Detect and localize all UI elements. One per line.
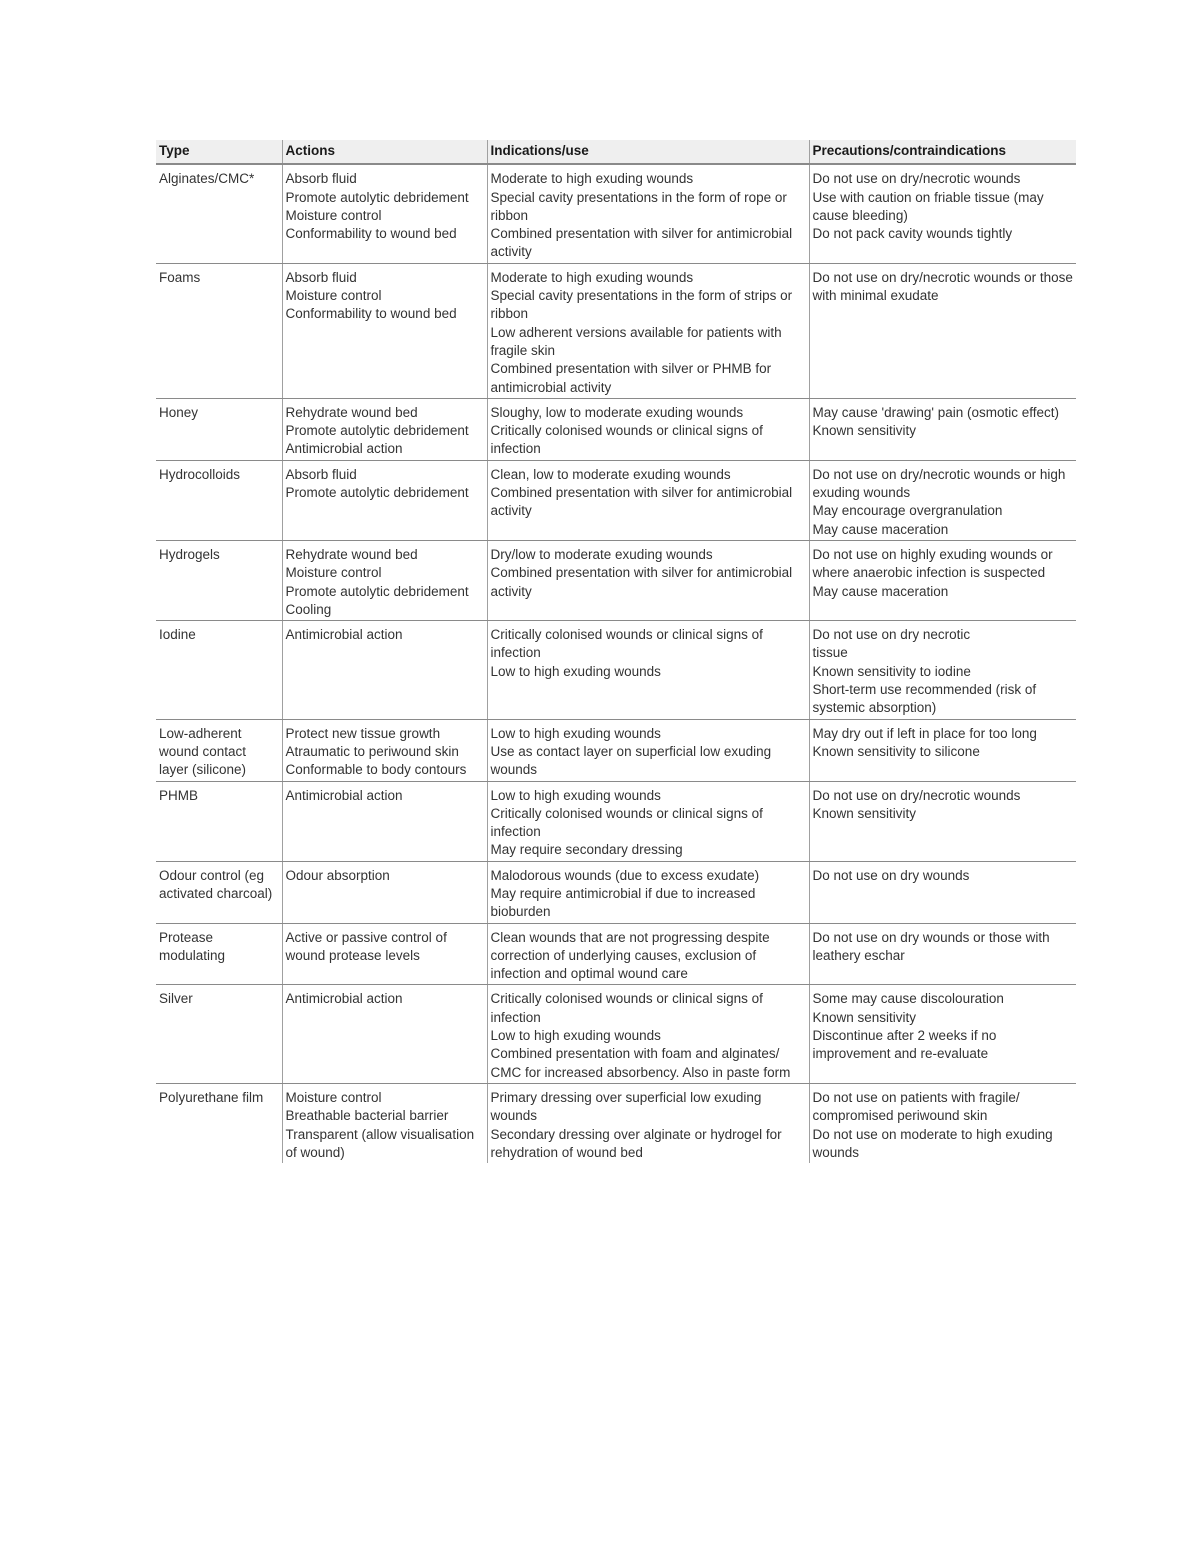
cell-actions: Rehydrate wound bed Moisture control Promote autolytic debridement Cooling [282,540,487,620]
table-row [156,398,1076,460]
table-row [156,719,1076,781]
cell-precautions: Do not use on dry/necrotic wounds or those with minimal exudate [809,263,1076,398]
cell-type: Hydrocolloids [156,460,282,540]
table-header [156,140,1076,164]
cell-indications: Malodorous wounds (due to excess exudate) May require antimicrobial if due to increased bioburden [487,861,809,923]
cell-type: Iodine [156,621,282,719]
cell-indications: Low to high exuding wounds Critically colonised wounds or clinical signs of infection May require secondary dressing [487,781,809,861]
cell-indications: Clean wounds that are not progressing despite correction of underlying causes, exclusion of infection and optimal wound care [487,923,809,985]
cell-actions: Antimicrobial action [282,621,487,719]
table-row [156,985,1076,1083]
cell-actions: Moisture control Breathable bacterial barrier Transparent (allow visualisation of wound) [282,1083,487,1163]
cell-actions: Absorb fluid Promote autolytic debridement Moisture control Conformability to wound bed [282,164,487,263]
cell-precautions: Do not use on dry/necrotic wounds Use with caution on friable tissue (may cause bleeding) Do not pack cavity wounds tightly [809,164,1076,263]
cell-actions: Protect new tissue growth Atraumatic to periwound skin Conformable to body contours [282,719,487,781]
cell-precautions: Do not use on highly exuding wounds or where anaerobic infection is suspected May cause maceration [809,540,1076,620]
cell-type: Polyurethane film [159,1089,264,1105]
cell-actions: Antimicrobial action [282,781,487,861]
cell-indications: Sloughy, low to moderate exuding wounds Critically colonised wounds or clinical signs of infection [487,398,809,460]
cell-type: Foams [156,263,282,398]
cell-indications: Moderate to high exuding wounds Special cavity presentations in the form of strips or ribbon Low adherent versions available for patients with fragile skin Combined presentation with silver or PHMB for antimicrobial activity [487,263,809,398]
table-row [156,460,1076,540]
table-body [156,164,1076,1163]
cell-type: Protease modulating [156,923,282,985]
table-row [156,781,1076,861]
cell-precautions: Do not use on dry/necrotic wounds Known sensitivity [809,781,1076,861]
table-row [156,263,1076,398]
cell-precautions: Do not use on dry necrotic tissue Known sensitivity to iodine Short-term use recommended (risk of systemic absorption) [809,621,1076,719]
cell-type: Alginates/CMC* [156,164,282,263]
cell-precautions: Do not use on patients with fragile/ compromised periwound skin Do not use on moderate to high exuding wounds [809,1083,1076,1163]
cell-actions: Odour absorption [282,861,487,923]
table-row [156,540,1076,620]
cell-type: Odour control (eg activated charcoal) [156,861,282,923]
cell-precautions: Do not use on dry wounds or those with leathery eschar [809,923,1076,985]
cell-type: Hydrogels [156,540,282,620]
cell-indications: Clean, low to moderate exuding wounds Combined presentation with silver for antimicrobial activity [487,460,809,540]
table-row [156,621,1076,719]
cell-actions: Antimicrobial action [282,985,487,1083]
cell-indications: Low to high exuding wounds Use as contact layer on superficial low exuding wounds [487,719,809,781]
cell-precautions: Do not use on dry/necrotic wounds or high exuding wounds May encourage overgranulation May cause maceration [809,460,1076,540]
cell-type: Honey [156,398,282,460]
cell-indications: Dry/low to moderate exuding wounds Combined presentation with silver for antimicrobial activity [487,540,809,620]
cell-actions: Absorb fluid Moisture control Conformability to wound bed [282,263,487,398]
cell-precautions: Do not use on dry wounds [809,861,1076,923]
header-type: Type [156,140,282,164]
cell-type: Silver [156,985,282,1083]
cell-indications: Critically colonised wounds or clinical signs of infection Low to high exuding wounds Combined presentation with foam and alginates/ CMC for increased absorbency. Also in paste form [487,985,809,1083]
cell-indications: Primary dressing over superficial low exuding wounds Secondary dressing over alginate or hydrogel for rehydration of wound bed [487,1083,809,1163]
table-row [156,861,1076,923]
cell-type: Low-adherent wound contact layer (silicone) [156,719,282,781]
cell-actions: Rehydrate wound bed Promote autolytic debridement Antimicrobial action [282,398,487,460]
dressing-types-table [156,140,1076,1163]
cell-indications: Moderate to high exuding wounds Special cavity presentations in the form of rope or ribbon Combined presentation with silver for antimicrobial activity [487,164,809,263]
header-row [156,140,1076,164]
header-precautions: Precautions/contraindications [809,140,1076,164]
header-indications: Indications/use [487,140,809,164]
cell-indications: Critically colonised wounds or clinical signs of infection Low to high exuding wounds [487,621,809,719]
cell-precautions: May cause 'drawing' pain (osmotic effect) Known sensitivity [809,398,1076,460]
cell-actions: Absorb fluid Promote autolytic debridement [282,460,487,540]
cell-actions: Active or passive control of wound protease levels [282,923,487,985]
table-row [156,1083,1076,1163]
cell-precautions: May dry out if left in place for too long Known sensitivity to silicone [809,719,1076,781]
document-page [156,140,1076,1163]
cell-type: PHMB [156,781,282,861]
header-actions: Actions [282,140,487,164]
table-row [156,923,1076,985]
cell-precautions: Some may cause discolouration Known sensitivity Discontinue after 2 weeks if no improvement and re-evaluate [809,985,1076,1083]
table-row [156,164,1076,263]
